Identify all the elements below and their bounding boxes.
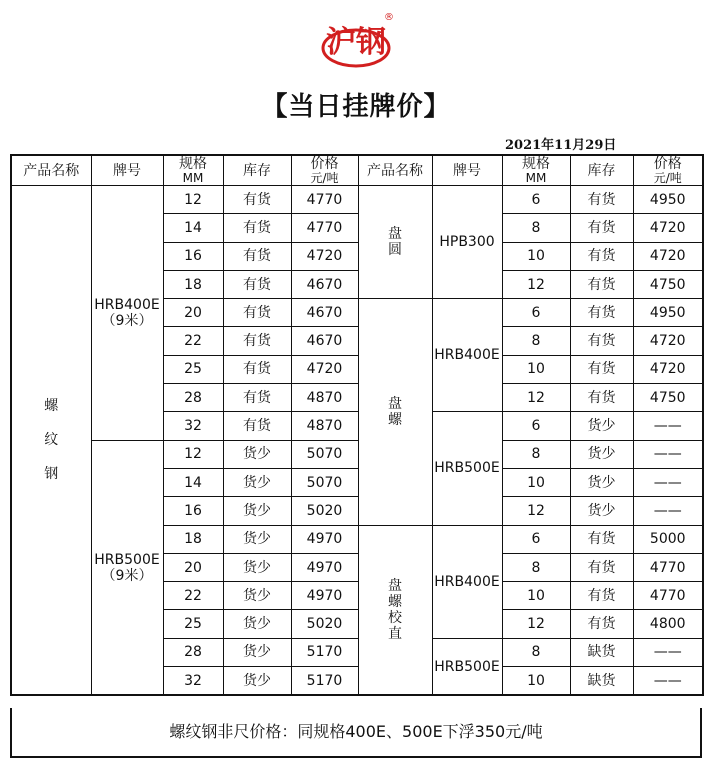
brand-cell: HRB400E xyxy=(432,525,502,638)
price-cell: 4670 xyxy=(291,270,358,298)
stock-cell: 有货 xyxy=(570,242,633,270)
price-cell: 5020 xyxy=(291,610,358,638)
company-logo xyxy=(318,8,394,72)
price-cell: —— xyxy=(633,412,703,440)
header-spec xyxy=(163,155,223,186)
stock-cell: 货少 xyxy=(223,468,291,496)
table-row xyxy=(11,186,703,214)
header-stock-2: 库存 xyxy=(570,155,633,186)
price-cell: 4720 xyxy=(633,327,703,355)
stock-cell: 货少 xyxy=(223,553,291,581)
price-cell: 4770 xyxy=(633,553,703,581)
stock-cell: 货少 xyxy=(223,667,291,696)
brand-cell: HRB400E xyxy=(432,299,502,412)
stock-cell: 有货 xyxy=(223,270,291,298)
header-price-label-2: 价格 xyxy=(653,156,682,172)
stock-cell: 有货 xyxy=(223,242,291,270)
stock-cell: 有货 xyxy=(223,412,291,440)
header-price-2 xyxy=(633,155,703,186)
spec-cell: 18 xyxy=(163,270,223,298)
stock-cell: 有货 xyxy=(570,327,633,355)
product-name-cell: 盘 螺 校 直 xyxy=(358,525,432,695)
spec-cell: 28 xyxy=(163,384,223,412)
price-date: 2021年11月29日 xyxy=(505,138,617,153)
price-table xyxy=(10,154,704,696)
spec-cell: 8 xyxy=(502,327,570,355)
page-title: 【当日挂牌价】 xyxy=(261,92,451,122)
stock-cell: 有货 xyxy=(223,384,291,412)
price-cell: 5170 xyxy=(291,667,358,696)
header-price-unit: 元/吨 xyxy=(310,171,339,185)
spec-cell: 18 xyxy=(163,525,223,553)
footnote: 螺纹钢非尺价格：同规格400E、500E下浮350元/吨 xyxy=(10,708,702,758)
spec-cell: 14 xyxy=(163,468,223,496)
spec-cell: 20 xyxy=(163,553,223,581)
header-spec-label-2: 规格 xyxy=(522,156,550,172)
price-cell: 4750 xyxy=(633,384,703,412)
price-cell: 4870 xyxy=(291,384,358,412)
stock-cell: 货少 xyxy=(223,638,291,666)
stock-cell: 有货 xyxy=(570,525,633,553)
stock-cell: 有货 xyxy=(570,270,633,298)
header-row xyxy=(11,155,703,186)
stock-cell: 货少 xyxy=(223,582,291,610)
price-cell: 5020 xyxy=(291,497,358,525)
brand-cell: HRB500E xyxy=(432,412,502,525)
stock-cell: 缺货 xyxy=(570,638,633,666)
stock-cell: 货少 xyxy=(223,610,291,638)
price-cell: 4950 xyxy=(633,299,703,327)
price-cell: 4800 xyxy=(633,610,703,638)
price-table-body xyxy=(11,155,703,695)
header-product-name-2: 产品名称 xyxy=(358,155,432,186)
header-brand: 牌号 xyxy=(91,155,163,186)
spec-cell: 16 xyxy=(163,242,223,270)
spec-cell: 8 xyxy=(502,638,570,666)
spec-cell: 10 xyxy=(502,468,570,496)
stock-cell: 有货 xyxy=(223,299,291,327)
spec-cell: 28 xyxy=(163,638,223,666)
spec-cell: 8 xyxy=(502,214,570,242)
stock-cell: 货少 xyxy=(570,412,633,440)
stock-cell: 有货 xyxy=(223,214,291,242)
price-cell: 4770 xyxy=(291,214,358,242)
stock-cell: 有货 xyxy=(223,327,291,355)
price-cell: 4950 xyxy=(633,186,703,214)
spec-cell: 10 xyxy=(502,242,570,270)
spec-cell: 6 xyxy=(502,186,570,214)
price-cell: —— xyxy=(633,667,703,696)
price-cell: 4870 xyxy=(291,412,358,440)
stock-cell: 货少 xyxy=(223,440,291,468)
brand-cell: HRB500E xyxy=(432,638,502,695)
brand-cell: HRB500E （9米） xyxy=(91,440,163,695)
spec-cell: 25 xyxy=(163,610,223,638)
price-cell: 4970 xyxy=(291,553,358,581)
stock-cell: 有货 xyxy=(223,186,291,214)
spec-cell: 32 xyxy=(163,667,223,696)
stock-cell: 缺货 xyxy=(570,667,633,696)
price-cell: 4720 xyxy=(633,214,703,242)
price-cell: 4770 xyxy=(291,186,358,214)
price-cell: —— xyxy=(633,638,703,666)
stock-cell: 货少 xyxy=(223,525,291,553)
spec-cell: 6 xyxy=(502,412,570,440)
header-price-label: 价格 xyxy=(310,156,339,172)
price-cell: 4720 xyxy=(291,242,358,270)
price-cell: 5070 xyxy=(291,440,358,468)
spec-cell: 22 xyxy=(163,327,223,355)
spec-cell: 12 xyxy=(163,186,223,214)
spec-cell: 12 xyxy=(502,497,570,525)
product-name-cell: 盘 螺 xyxy=(358,299,432,525)
table-row xyxy=(11,440,703,468)
spec-cell: 8 xyxy=(502,553,570,581)
stock-cell: 有货 xyxy=(570,610,633,638)
brand-cell: HRB400E （9米） xyxy=(91,186,163,441)
spec-cell: 25 xyxy=(163,355,223,383)
price-cell: 5000 xyxy=(633,525,703,553)
spec-cell: 6 xyxy=(502,299,570,327)
spec-cell: 32 xyxy=(163,412,223,440)
spec-cell: 22 xyxy=(163,582,223,610)
spec-cell: 12 xyxy=(163,440,223,468)
price-cell: —— xyxy=(633,468,703,496)
header-stock: 库存 xyxy=(223,155,291,186)
spec-cell: 10 xyxy=(502,667,570,696)
spec-cell: 12 xyxy=(502,270,570,298)
spec-cell: 20 xyxy=(163,299,223,327)
stock-cell: 有货 xyxy=(570,553,633,581)
stock-cell: 有货 xyxy=(570,582,633,610)
product-name-cell: 螺 纹 钢 xyxy=(11,186,91,696)
price-cell: 4720 xyxy=(633,242,703,270)
registered-mark: ® xyxy=(384,12,394,23)
header-product-name: 产品名称 xyxy=(11,155,91,186)
price-cell: 4770 xyxy=(633,582,703,610)
price-cell: 4970 xyxy=(291,582,358,610)
price-cell: 4720 xyxy=(633,355,703,383)
price-cell: 4750 xyxy=(633,270,703,298)
header-brand-2: 牌号 xyxy=(432,155,502,186)
spec-cell: 12 xyxy=(502,610,570,638)
stock-cell: 有货 xyxy=(570,186,633,214)
logo-mark: 沪钢 xyxy=(326,25,386,60)
stock-cell: 货少 xyxy=(223,497,291,525)
stock-cell: 有货 xyxy=(223,355,291,383)
price-cell: 5170 xyxy=(291,638,358,666)
price-cell: —— xyxy=(633,497,703,525)
header-price-unit-2: 元/吨 xyxy=(653,171,682,185)
spec-cell: 16 xyxy=(163,497,223,525)
price-cell: 4720 xyxy=(291,355,358,383)
price-cell: —— xyxy=(633,440,703,468)
spec-cell: 10 xyxy=(502,582,570,610)
brand-cell: HPB300 xyxy=(432,186,502,299)
stock-cell: 有货 xyxy=(570,384,633,412)
price-cell: 4670 xyxy=(291,299,358,327)
price-cell: 4970 xyxy=(291,525,358,553)
spec-cell: 14 xyxy=(163,214,223,242)
spec-cell: 6 xyxy=(502,525,570,553)
stock-cell: 有货 xyxy=(570,355,633,383)
stock-cell: 货少 xyxy=(570,440,633,468)
stock-cell: 有货 xyxy=(570,214,633,242)
header-spec-unit-2: MM xyxy=(525,171,547,185)
stock-cell: 有货 xyxy=(570,299,633,327)
header-spec-label: 规格 xyxy=(179,156,207,172)
spec-cell: 10 xyxy=(502,355,570,383)
header-price xyxy=(291,155,358,186)
header-spec-2 xyxy=(502,155,570,186)
header-spec-unit: MM xyxy=(182,171,204,185)
price-cell: 5070 xyxy=(291,468,358,496)
price-cell: 4670 xyxy=(291,327,358,355)
stock-cell: 货少 xyxy=(570,468,633,496)
stock-cell: 货少 xyxy=(570,497,633,525)
product-name-cell: 盘 圆 xyxy=(358,186,432,299)
spec-cell: 8 xyxy=(502,440,570,468)
spec-cell: 12 xyxy=(502,384,570,412)
